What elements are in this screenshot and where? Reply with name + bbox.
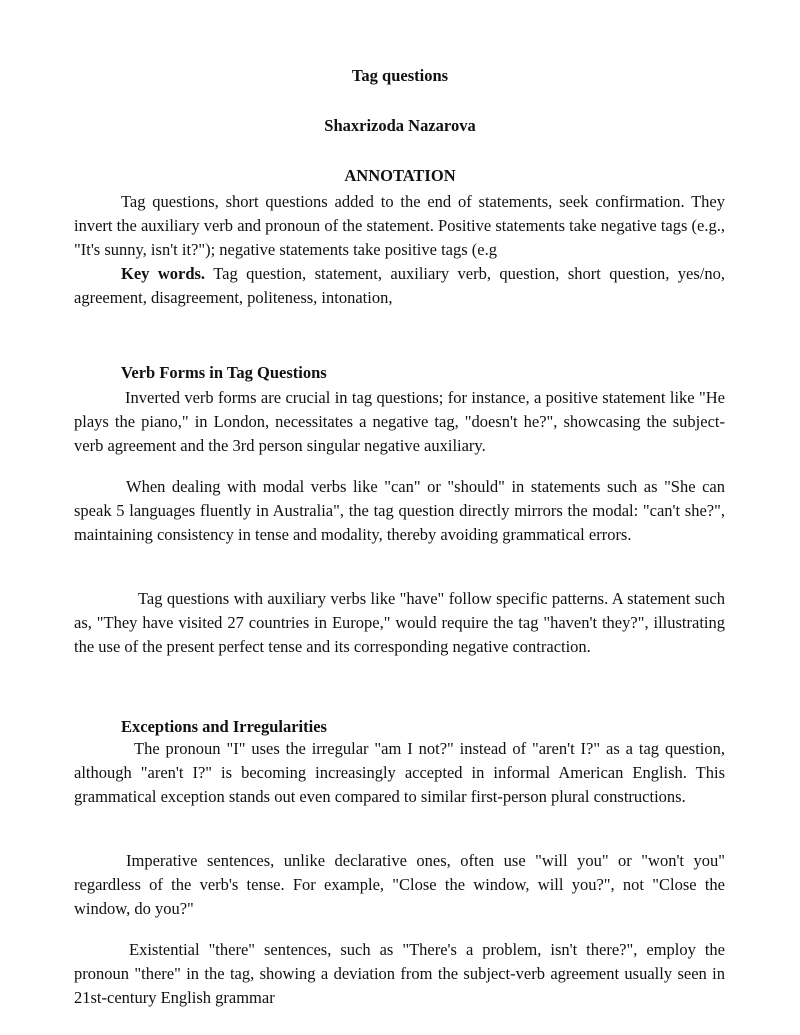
- section-heading-exceptions: Exceptions and Irregularities: [121, 717, 327, 736]
- keywords-label: Key words.: [121, 264, 206, 283]
- section-heading-verb-forms: Verb Forms in Tag Questions: [121, 363, 327, 382]
- paragraph-existential-there: Existential "there" sentences, such as "There's a problem, isn't there?", employ the pronoun "there" in the tag, showing a deviation from the subject-verb agreement usually seen in 21st-century English grammar: [74, 940, 725, 1007]
- annotation-paragraph: Tag questions, short questions added to the end of statements, seek confirmation. They invert the auxiliary verb and pronoun of the statement. Positive statements take negative tags (e.g., "It's sunny, isn't it?"); negative statements take positive tags (e.g: [74, 192, 725, 259]
- annotation-heading: ANNOTATION: [344, 166, 456, 185]
- document-title: Tag questions: [351, 66, 449, 85]
- keywords-paragraph: [74, 262, 725, 310]
- author-name: Shaxrizoda Nazarova: [324, 116, 476, 135]
- paragraph-inverted-verb-forms: Inverted verb forms are crucial in tag questions; for instance, a positive statement like "He plays the piano," in London, necessitates a negative tag, "doesn't he?", showcasing the subject-verb agreement and the 3rd person singular negative auxiliary.: [74, 388, 725, 455]
- paragraph-pronoun-i: The pronoun "I" uses the irregular "am I not?" instead of "aren't I?" as a tag question, although "aren't I?" is becoming increasingly accepted in informal American English. This grammatical exception stands out even compared to similar first-person plural constructions.: [74, 739, 725, 806]
- paragraph-imperative: Imperative sentences, unlike declarative ones, often use "will you" or "won't you" regardless of the verb's tense. For example, "Close the window, will you?", not "Close the window, do you?": [74, 851, 725, 918]
- paragraph-auxiliary-have: Tag questions with auxiliary verbs like "have" follow specific patterns. A statement such as, "They have visited 27 countries in Europe," would require the tag "haven't they?", illustrating the use of the present perfect tense and its corresponding negative contraction.: [74, 589, 725, 656]
- keywords-text: Tag question, statement, auxiliary verb, question, short question, yes/no, agreement, disagreement, politeness, intonation,: [74, 264, 725, 307]
- paragraph-modal-verbs: When dealing with modal verbs like "can" or "should" in statements such as "She can speak 5 languages fluently in Australia", the tag question directly mirrors the modal: "can't she?", maintaining consistency in tense and modality, thereby avoiding grammatical errors.: [74, 477, 725, 544]
